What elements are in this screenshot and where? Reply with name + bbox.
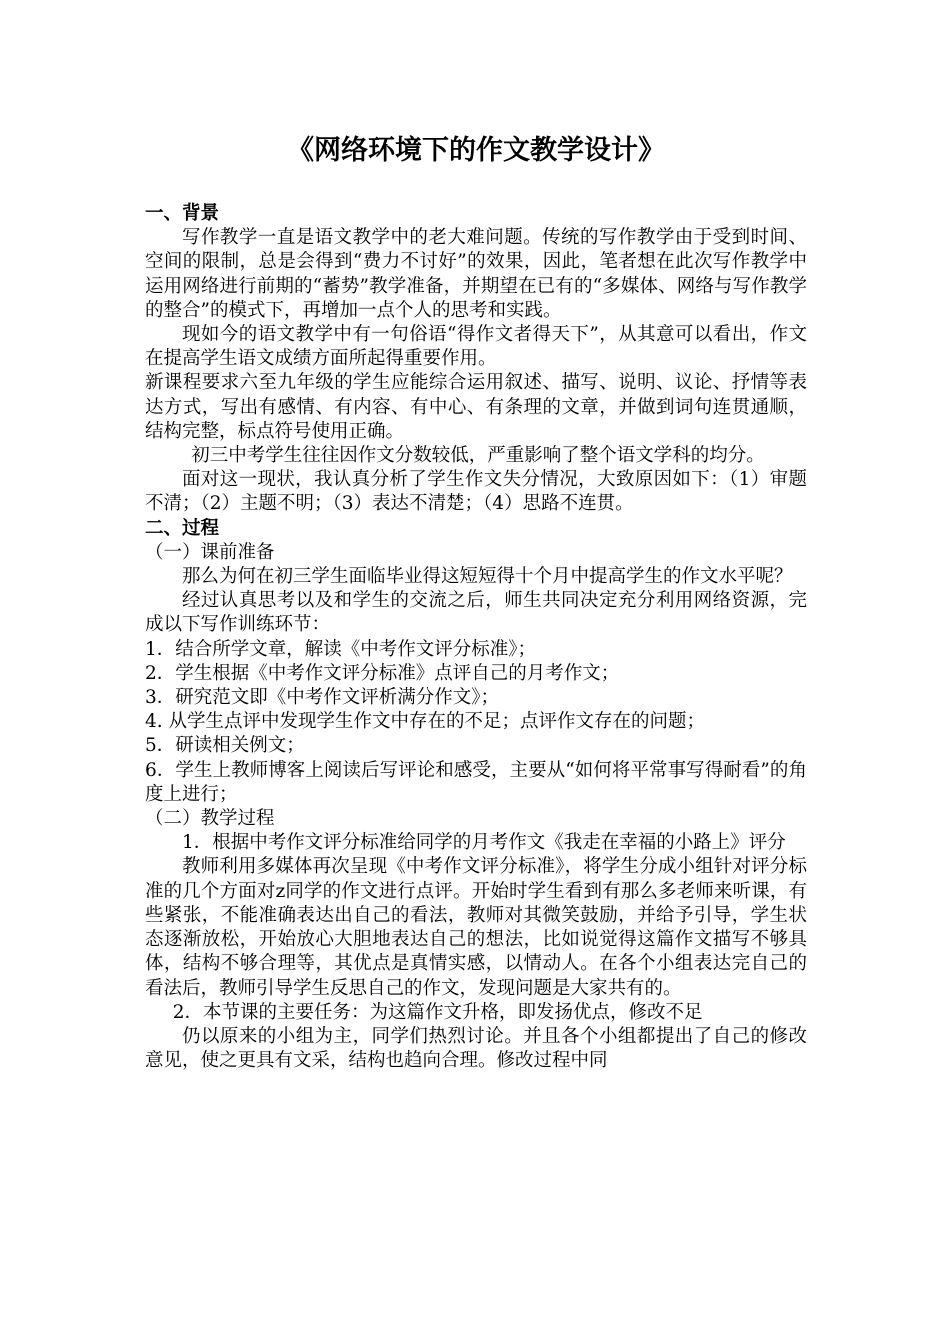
list-item: 2．学生根据《中考作文评分标准》点评自己的月考作文； bbox=[145, 662, 620, 684]
paragraph: 初三中考学生往往因作文分数较低，严重影响了整个语文学科的均分。 bbox=[191, 445, 765, 467]
paragraph: 新课程要求六至九年级的学生应能综合运用叙述、描写、说明、议论、抒情等表达方式，写出有感情、有内容、有中心、有条理的文章，并做到词句连贯通顺，结构完整，标点符号使用正确。 bbox=[145, 372, 807, 442]
section-heading-process: 二、过程 bbox=[145, 517, 220, 539]
paragraph: 教师利用多媒体再次呈现《中考作文评分标准》，将学生分成小组针对评分标准的几个方面对z同学的作文进行点评。开始时学生看到有那么多老师来听课，有些紧张，不能准确表达出自己的看法，教师对其微笑鼓励，并给予引导，学生状态逐渐放松，开始放心大胆地表达自己的想法，比如说觉得这篇作文描写不够具体，结构不够合理等，其优点是真情实感，以情动人。在各个小组表达完自己的看法后，教师引导学生反思自己的作文，发现问题是大家共有的。 bbox=[145, 856, 808, 999]
subsection-heading-teaching: （二）教学过程 bbox=[145, 808, 275, 830]
paragraph: 现如今的语文教学中有一句俗语“得作文者得天下”，从其意可以看出，作文在提高学生语文成绩方面所起得重要作用。 bbox=[145, 324, 807, 370]
paragraph: 2．本节课的主要任务：为这篇作文升格，即发扬优点，修改不足 bbox=[172, 1001, 703, 1023]
list-item: 1．结合所学文章，解读《中考作文评分标准》； bbox=[145, 638, 537, 660]
paragraph: 仍以原来的小组为主，同学们热烈讨论。并且各个小组都提出了自己的修改意见，使之更具有文采，结构也趋向合理。修改过程中同 bbox=[145, 1025, 807, 1072]
list-item: 3．研究范文即《中考作文评析满分作文》； bbox=[145, 687, 500, 709]
paragraph: 经过认真思考以及和学生的交流之后，师生共同决定充分利用网络资源，完成以下写作训练环节： bbox=[145, 590, 807, 636]
document-body bbox=[145, 202, 807, 1073]
paragraph: 那么为何在初三学生面临毕业得这短短得十个月中提高学生的作文水平呢？ bbox=[182, 566, 793, 588]
paragraph: 1．根据中考作文评分标准给同学的月考作文《我走在幸福的小路上》评分 bbox=[182, 832, 786, 854]
list-item: 5．研读相关例文； bbox=[145, 735, 305, 757]
paragraph: 面对这一现状，我认真分析了学生作文失分情况，大致原因如下：（1）审题不清；（2）主题不明；（3）表达不清楚；（4）思路不连贯。 bbox=[145, 469, 807, 515]
list-item: 6．学生上教师博客上阅读后写评论和感受，主要从“如何将平常事写得耐看”的角度上进行； bbox=[145, 759, 807, 805]
section-heading-background: 一、背景 bbox=[145, 203, 220, 224]
paragraph: 写作教学一直是语文教学中的老大难问题。传统的写作教学由于受到时间、空间的限制，总是会得到“费力不讨好”的效果，因此，笔者想在此次写作教学中运用网络进行前期的“蓄势”教学准备，并期望在已有的“多媒体、网络与写作教学的整合”的模式下，再增加一点个人的思考和实践。 bbox=[145, 227, 807, 321]
subsection-heading-preparation: （一）课前准备 bbox=[145, 541, 275, 563]
document-title: 《网络环境下的作文教学设计》 bbox=[287, 135, 665, 166]
list-item: 4. 从学生点评中发现学生作文中存在的不足；点评作文存在的问题； bbox=[145, 711, 706, 733]
